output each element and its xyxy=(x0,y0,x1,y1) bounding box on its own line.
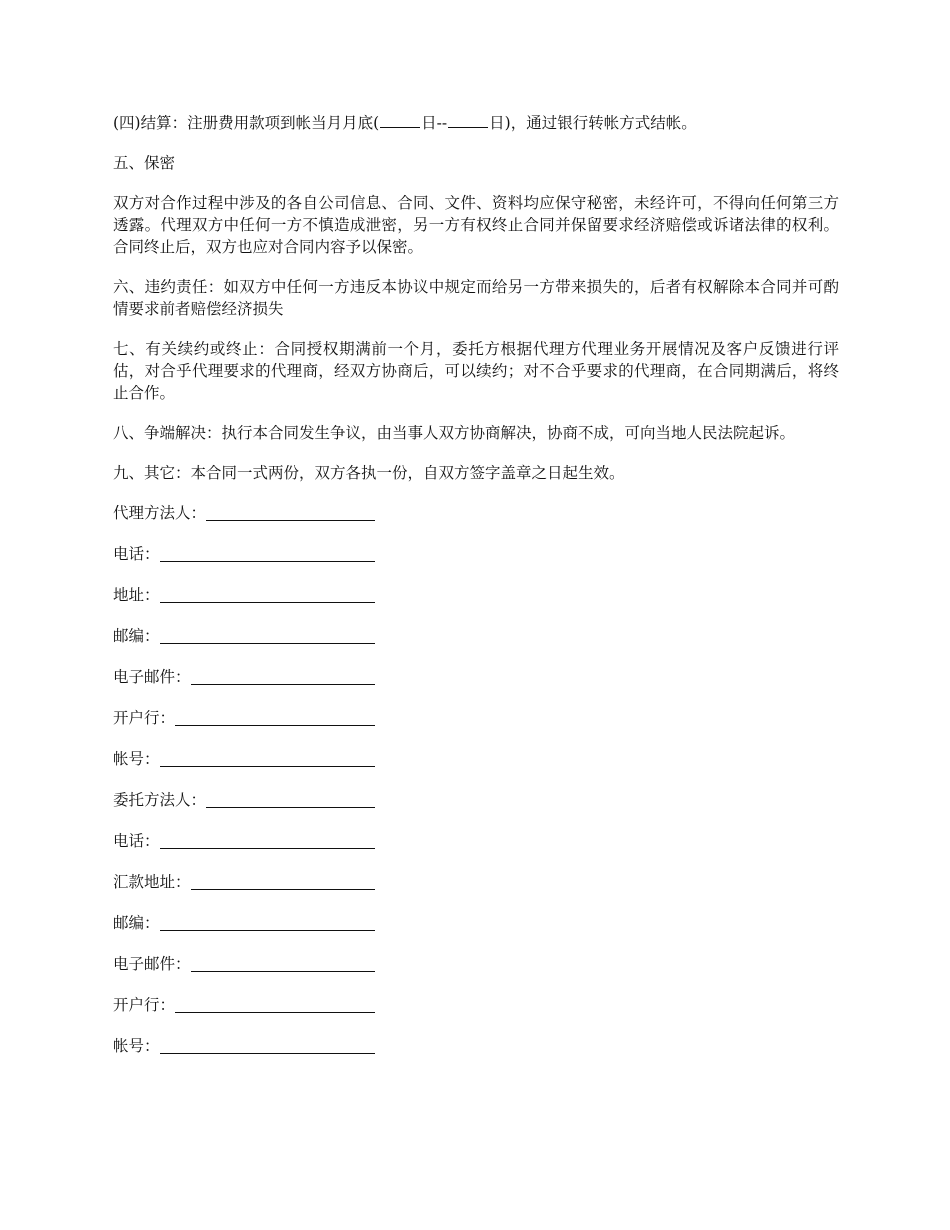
field-label: 开户行： xyxy=(113,996,176,1014)
field-label: 帐号： xyxy=(113,750,160,768)
fill-in-line xyxy=(206,504,375,521)
client-field-phone xyxy=(113,830,375,852)
section-7-renewal: 七、有关续约或终止：合同授权期满前一个月，委托方根据代理方代理业务开展情况及客户反馈进行评估，对合乎代理要求的代理商，经双方协商后，可以续约；对不合乎要求的代理商，在合同期满后，将终止合作。 xyxy=(113,340,839,402)
field-label: 代理方法人： xyxy=(113,504,207,522)
settlement-text-3: 日)，通过银行转帐方式结帐。 xyxy=(489,114,697,132)
agent-field-phone xyxy=(113,543,375,565)
client-field-postcode xyxy=(113,912,375,934)
fill-in-line xyxy=(175,709,375,726)
field-label: 汇款地址： xyxy=(113,873,191,891)
agent-field-account xyxy=(113,748,375,770)
section-6-liability: 六、违约责任：如双方中任何一方违反本协议中规定而给另一方带来损失的，后者有权解除本合同并可酌情要求前者赔偿经济损失 xyxy=(113,278,839,318)
field-label: 电话： xyxy=(113,545,160,563)
day-blank-start xyxy=(380,112,420,128)
client-signature-block xyxy=(113,789,839,1057)
agent-field-legal-rep xyxy=(113,502,375,524)
settlement-text-1: (四)结算：注册费用款项到帐当月月底( xyxy=(113,114,380,132)
fill-in-line xyxy=(160,586,375,603)
settlement-text-2: 日-- xyxy=(421,114,448,132)
field-label: 邮编： xyxy=(113,627,160,645)
client-field-bank xyxy=(113,994,375,1016)
agent-field-postcode xyxy=(113,625,375,647)
section-9-other: 九、其它：本合同一式两份，双方各执一份，自双方签字盖章之日起生效。 xyxy=(113,464,625,482)
settlement-clause xyxy=(113,112,839,134)
agent-signature-block xyxy=(113,502,839,770)
fill-in-line xyxy=(206,791,375,808)
fill-in-line xyxy=(160,627,375,644)
agent-field-email xyxy=(113,666,375,688)
fill-in-line xyxy=(191,668,375,685)
field-label: 开户行： xyxy=(113,709,176,727)
day-blank-end xyxy=(448,112,488,128)
field-label: 电话： xyxy=(113,832,160,850)
document-page xyxy=(113,112,839,1076)
agent-field-address xyxy=(113,584,375,606)
field-label: 电子邮件： xyxy=(113,955,191,973)
field-label: 地址： xyxy=(113,586,160,604)
field-label: 电子邮件： xyxy=(113,668,191,686)
fill-in-line xyxy=(160,914,375,931)
client-field-email xyxy=(113,953,375,975)
section-8-dispute: 八、争端解决：执行本合同发生争议，由当事人双方协商解决，协商不成，可向当地人民法院起诉。 xyxy=(113,424,796,442)
field-label: 邮编： xyxy=(113,914,160,932)
client-field-legal-rep xyxy=(113,789,375,811)
field-label: 委托方法人： xyxy=(113,791,207,809)
agent-field-bank xyxy=(113,707,375,729)
fill-in-line xyxy=(160,832,375,849)
section-5-body: 双方对合作过程中涉及的各自公司信息、合同、文件、资料均应保守秘密，未经许可，不得向任何第三方透露。代理双方中任何一方不慎造成泄密，另一方有权终止合同并保留要求经济赔偿或诉诸法律的权利。合同终止后，双方也应对合同内容予以保密。 xyxy=(113,194,839,256)
fill-in-line xyxy=(160,1037,375,1054)
client-field-account xyxy=(113,1035,375,1057)
fill-in-line xyxy=(191,873,375,890)
client-field-remit-address xyxy=(113,871,375,893)
fill-in-line xyxy=(175,996,375,1013)
fill-in-line xyxy=(160,545,375,562)
fill-in-line xyxy=(191,955,375,972)
field-label: 帐号： xyxy=(113,1037,160,1055)
section-5-heading: 五、保密 xyxy=(113,154,176,172)
fill-in-line xyxy=(160,750,375,767)
